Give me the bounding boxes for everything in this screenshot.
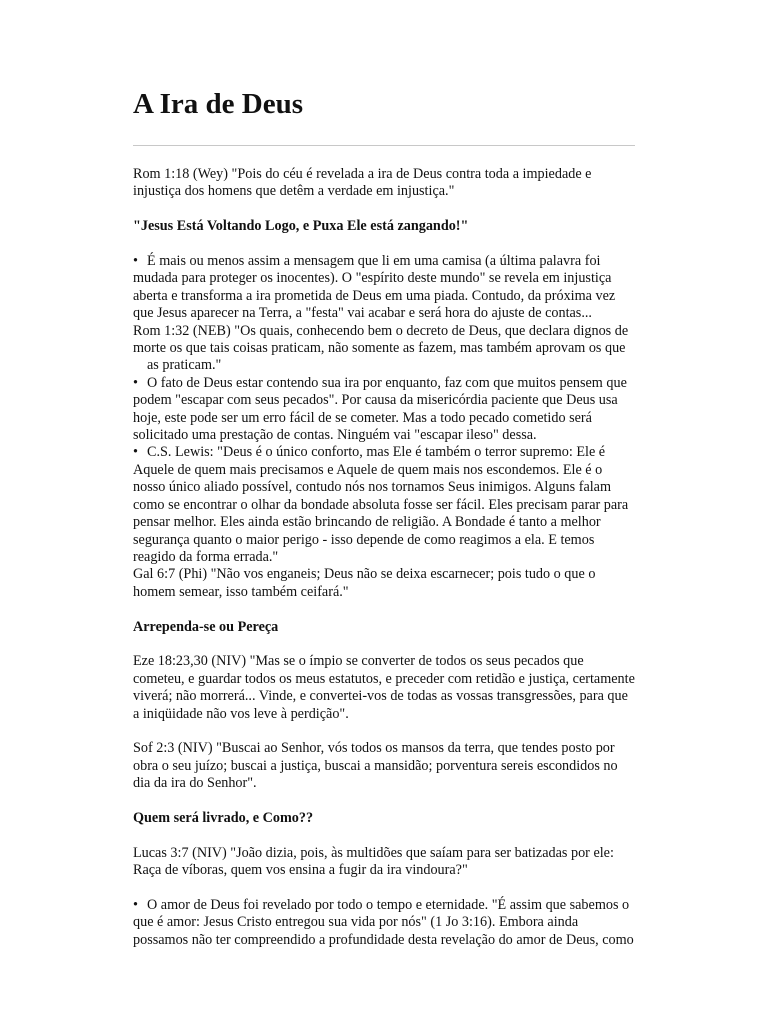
text-line: pensar melhor. Eles ainda estão brincando de religião. A Bondade é tanto a melhor bbox=[133, 514, 601, 531]
title-divider bbox=[133, 145, 635, 146]
section-heading-jesus-voltando: "Jesus Está Voltando Logo, e Puxa Ele está zangando!" bbox=[133, 218, 469, 235]
text-line: morte os que tais coisas praticam, não somente as fazem, mas também aprovam os que bbox=[133, 340, 626, 357]
text-line: obra o seu juízo; buscai a justiça, buscai a mansidão; porventura sereis escondidos no bbox=[133, 757, 618, 774]
text-line: C.S. Lewis: "Deus é o único conforto, mas Ele é também o terror supremo: Ele é bbox=[147, 444, 606, 461]
section-heading-arrependa-se: Arrependa-se ou Pereça bbox=[133, 618, 279, 635]
text-line: Raça de víboras, quem vos ensina a fugir da ira vindoura?" bbox=[133, 862, 468, 879]
paragraph-rom-1-18 bbox=[133, 166, 633, 201]
paragraph-gal-6-7 bbox=[133, 566, 633, 601]
text-line: reagido da forma errada." bbox=[133, 548, 279, 565]
text-line: O fato de Deus estar contendo sua ira por enquanto, faz com que muitos pensem que bbox=[147, 374, 627, 391]
text-line: Rom 1:32 (NEB) "Os quais, conhecendo bem o decreto de Deus, que declara dignos de bbox=[133, 322, 629, 339]
page-title: A Ira de Deus bbox=[133, 88, 303, 120]
bullet-item-contendo-ira bbox=[133, 375, 633, 445]
text-line: hoje, este pode ser um erro fácil de se cometer. Mas a todo pecado cometido será bbox=[133, 409, 592, 426]
paragraph-eze-18 bbox=[133, 653, 633, 723]
text-line: viverá; não morrerá... Vinde, e convertei-vos de todas as vossas transgressões, para que bbox=[133, 688, 628, 705]
bullet-icon: • bbox=[133, 444, 138, 461]
text-line: que Jesus aparecer na Terra, a "festa" vai acabar e será hora do ajuste de contas... bbox=[133, 305, 592, 322]
bullet-icon: • bbox=[133, 896, 138, 913]
text-line: Rom 1:18 (Wey) "Pois do céu é revelada a ira de Deus contra toda a impiedade e bbox=[133, 166, 592, 182]
bullet-item-cs-lewis bbox=[133, 444, 633, 566]
bullet-item-amor-de-deus bbox=[133, 897, 633, 949]
text-line: Aquele de quem mais precisamos e Aquele de quem mais nos escondemos. Ele é o bbox=[133, 461, 603, 478]
text-line: possamos não ter compreendido a profundidade desta revelação do amor de Deus, como bbox=[133, 931, 634, 948]
text-line: nosso único aliado possível, contudo nós nos tornamos Seus inimigos. Alguns falam bbox=[133, 479, 612, 496]
text-line: solicitado uma prestação de contas. Ninguém vai "escapar ileso" dessa. bbox=[133, 427, 537, 444]
paragraph-lucas-3-7 bbox=[133, 845, 633, 880]
text-line: Lucas 3:7 (NIV) "João dizia, pois, às multidões que saíam para ser batizadas por ele: bbox=[133, 844, 614, 861]
text-line: podem "escapar com seus pecados". Por causa da misericórdia paciente que Deus usa bbox=[133, 392, 618, 409]
text-line: aberta e transforma a ira prometida de Deus em uma piada. Contudo, da próxima vez bbox=[133, 287, 616, 304]
text-line: Eze 18:23,30 (NIV) "Mas se o ímpio se converter de todos os seus pecados que bbox=[133, 653, 584, 670]
text-line: cometeu, e guardar todos os meus estatutos, e preceder com retidão e justiça, certamente bbox=[133, 670, 635, 687]
text-line: segurança quanto o maior perigo - isso depende de como reagimos a ela. E temos bbox=[133, 531, 595, 548]
text-line: como se encontrar o olhar da bondade absoluta fosse ser fácil. Eles precisam parar para bbox=[133, 496, 629, 513]
bullet-icon: • bbox=[133, 253, 138, 269]
text-line: homem semear, isso também ceifará." bbox=[133, 583, 349, 600]
text-line: injustiça dos homens que detêm a verdade em injustiça." bbox=[133, 183, 455, 200]
text-line: O amor de Deus foi revelado por todo o tempo e eternidade. "É assim que sabemos o bbox=[147, 896, 630, 913]
text-line: mudada para proteger os inocentes). O "espírito deste mundo" se revela em injustiça bbox=[133, 270, 612, 287]
text-line: dia da ira do Senhor". bbox=[133, 775, 257, 792]
text-line: a iniqüidade não vos leve à perdição". bbox=[133, 705, 349, 722]
bullet-item-camisa bbox=[133, 253, 633, 375]
text-line: que é amor: Jesus Cristo entregou sua vida por nós" (1 Jo 3:16). Embora ainda bbox=[133, 914, 579, 931]
text-line: É mais ou menos assim a mensagem que li em uma camisa (a última palavra foi bbox=[147, 253, 601, 269]
section-heading-quem-sera-livrado: Quem será livrado, e Como?? bbox=[133, 809, 314, 826]
text-line: Gal 6:7 (Phi) "Não vos enganeis; Deus não se deixa escarnecer; pois tudo o que o bbox=[133, 566, 596, 583]
paragraph-sof-2-3 bbox=[133, 740, 633, 792]
text-line: Sof 2:3 (NIV) "Buscai ao Senhor, vós todos os mansos da terra, que tendes posto por bbox=[133, 740, 615, 757]
bullet-icon: • bbox=[133, 374, 138, 391]
text-line: as praticam." bbox=[147, 357, 222, 374]
document-body bbox=[133, 166, 633, 949]
